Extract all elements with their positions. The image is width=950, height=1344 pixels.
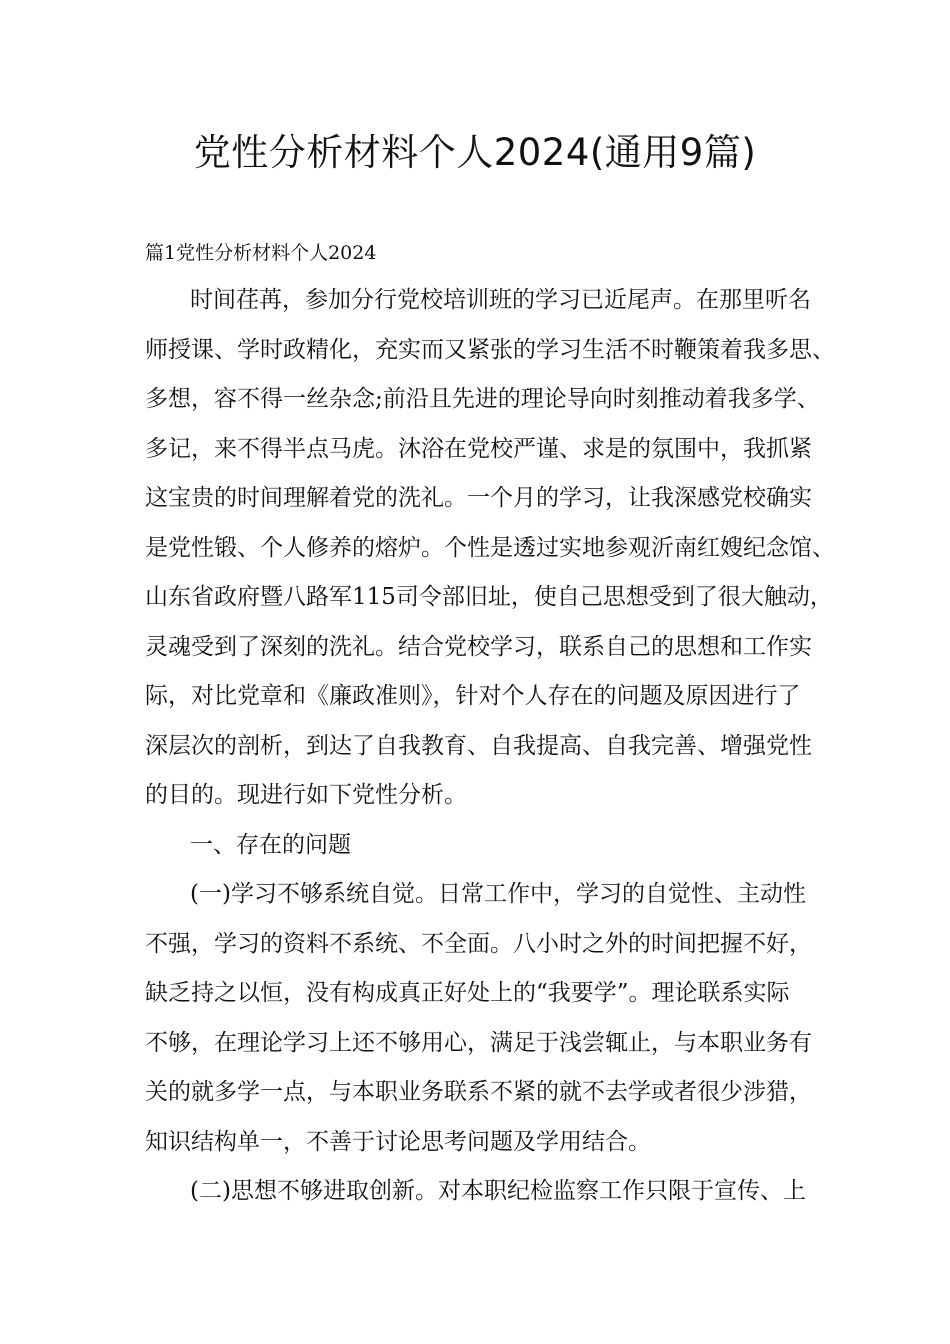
paragraph-line: 的目的。现进行如下党性分析。	[145, 782, 467, 808]
paragraph-line: (一)学习不够系统自觉。日常工作中，学习的自觉性、主动性	[190, 881, 806, 907]
paragraph-line: 多记，来不得半点马虎。沐浴在党校严谨、求是的氛围中，我抓紧	[145, 436, 812, 462]
paragraph-line: 知识结构单一，不善于讨论思考问题及学用结合。	[145, 1129, 651, 1155]
paragraph-line: 山东省政府暨八路军115司令部旧址，使自己思想受到了很大触动，	[145, 584, 833, 610]
paragraph-line: 师授课、学时政精化，充实而又紧张的学习生活不时鞭策着我多思、	[145, 337, 835, 363]
paragraph-line: 灵魂受到了深刻的洗礼。结合党校学习，联系自己的思想和工作实	[145, 634, 812, 660]
paragraph-line: 是党性锻、个人修养的熔炉。个性是透过实地参观沂南红嫂纪念馆、	[145, 535, 835, 561]
document-title: 党性分析材料个人2024(通用9篇)	[193, 131, 757, 174]
paragraph-line: 关的就多学一点，与本职业务联系不紧的就不去学或者很少涉猎，	[145, 1079, 812, 1105]
paragraph-line: 际，对比党章和《廉政准则》，针对个人存在的问题及原因进行了	[145, 683, 801, 709]
paragraph-line: 多想，容不得一丝杂念;前沿且先进的理论导向时刻推动着我多学、	[145, 386, 820, 412]
paragraph-line: 这宝贵的时间理解着党的洗礼。一个月的学习，让我深感党校确实	[145, 485, 812, 511]
section-heading: 篇1党性分析材料个人2024	[145, 242, 377, 264]
paragraph-line: 深层次的剖析，到达了自我教育、自我提高、自我完善、增强党性	[145, 733, 812, 759]
paragraph-line: 缺乏持之以恒，没有构成真正好处上的“我要学”。理论联系实际	[145, 980, 790, 1006]
paragraph-line: (二)思想不够进取创新。对本职纪检监察工作只限于宣传、上	[190, 1178, 806, 1204]
paragraph-line: 不强，学习的资料不系统、不全面。八小时之外的时间把握不好，	[145, 931, 812, 957]
paragraph-line: 不够，在理论学习上还不够用心，满足于浅尝辄止，与本职业务有	[145, 1030, 812, 1056]
paragraph-line: 时间荏苒，参加分行党校培训班的学习已近尾声。在那里听名	[190, 287, 811, 313]
subsection-heading: 一、存在的问题	[190, 832, 351, 858]
